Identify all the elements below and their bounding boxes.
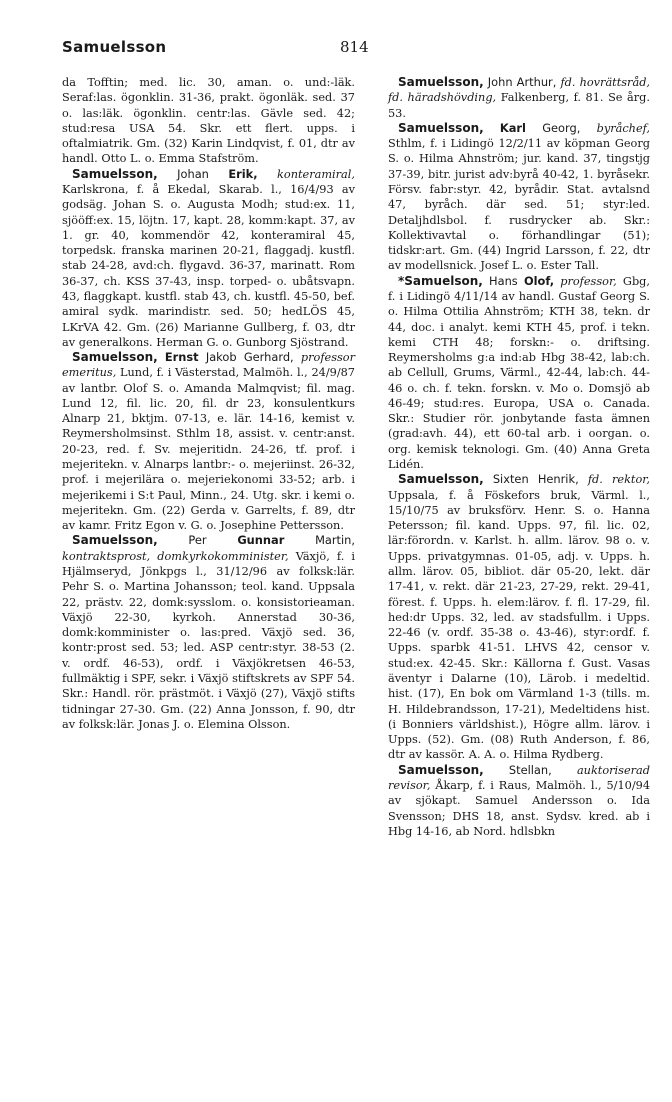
entry-primary-name: Erik, [228, 166, 258, 181]
entry-gunnar [62, 533, 355, 732]
entry-surname: Samuelsson, [398, 120, 484, 135]
entry-text: Växjö, f. i Hjälmseryd, Jönkpgs l., 31/12/96 av folksk:lär. Pehr S. o. Martina Johansson; teol. kand. Uppsala 22, prästv. 22, domk:sysslom. o. konsistorieaman. Växjö 22-30, kyrkoh. Annerstad 30-36, domk:komminister o. las:pred. Växjö sed. 36, kontr:prost sed. 53; led. ASP centr:styr. 38-53 (2. v. ordf. 46-53), ordf. i Växjökretsen 46-53, fullmäktig i SPF, sekr. i Växjö stiftskrets av SPF 54. Skr.: Handl. rör. prästmöt. i Växjö (27), Växjö stifts tidningar 27-30. Gm. (22) Anna Jonsson, f. 90, dtr av folksk:lär. Jonas J. o. Elemina Olsson. [62, 549, 355, 731]
header-surname: Samuelsson [62, 38, 167, 56]
entry-given-name: Johan [177, 166, 209, 181]
entry-title: auktoriserad revisor, [388, 763, 650, 792]
entry-text: Gbg, f. i Lidingö 4/11/14 av handl. Gustaf Georg S. o. Hilma Ottilia Ahnström; KTH 38, tekn. dr 44, doc. i analyt. kemi KTH 45, prof. i tekn. kemi CTH 48; forskn:- o. driftsing. Reymersholms g:a ind:ab Hbg 38-42, lab:ch. ab Cellull, Grums, Värml., 42-44, lab:ch. 44-46 o. ch. f. tekn. forskn. v. Mo o. Domsjö ab 46-49; stud:res. Europa, USA o. Canada. Skr.: Studier rör. jonbytande fasta ämnen (grad:avh. 44), ett 60-tal arb. i oorgan. o. org. kemisk teknologi. Gm. (40) Anna Greta Lidén. [388, 274, 651, 472]
entry-olof [388, 274, 650, 473]
entry-primary-name: Ernst [164, 350, 199, 365]
entry-title: fd. hovrättsråd, fd. häradshövding, [388, 76, 651, 105]
entry-given-name: Per [188, 533, 207, 548]
entry-surname: Samuelsson, [398, 472, 484, 487]
entry-ernst [62, 350, 355, 533]
entry-title: professor emeritus, [62, 351, 355, 380]
entry-surname: Samuelsson, [398, 762, 484, 777]
entry-surname: Samuelsson, [72, 533, 158, 548]
entry-text: Karlskrona, f. å Ekedal, Skarab. l., 16/4/93 av godsäg. Johan S. o. Augusta Modh; stud:ex. 11, sjööff:ex. 15, löjtn. 17, kapt. 28, komm:kapt. 37, av 1. gr. 40, kommendör 42, konteramiral 45, torpedsk. franska marinen 20-21, flaggadj. kustfl. stab 24-28, avd:ch. flygavd. 36-37, marinatt. Rom 36-37, ch. KSS 37-43, insp. torped- o. ubåtsvapn. 43, flaggkapt. kustfl. stab 43, ch. kustfl. 45-50, bef. amiral sydk. marindistr. sed. 50; hedLÖS 45, LKrVA 42. Gm. (26) Marianne Gullberg, f. 03, dtr av generalkons. Herman G. o. Gunborg Sjöstrand. [62, 182, 355, 349]
right-column [388, 75, 650, 839]
entry-given-name: Jakob Gerhard, [205, 350, 294, 365]
entry-text: Lund, f. i Västerstad, Malmöh. l., 24/9/87 av lantbr. Olof S. o. Amanda Malmqvist; fil. mag. Lund 12, fil. lic. 20, fil. dr 23, konsulentkurs Alnarp 21, bktjm. 07-13, e. lär. 14-16, kemist v. Reymersholmsinst. Sthlm 18, assist. v. centr:anst. 20-23, red. f. Sv. mejeritidn. 24-26, tf. prof. i mejeritekn. v. Alnarps lantbr:- o. mejeriinst. 26-32, prof. i mejerilära o. mejeriekonomi 33-52; arb. i mejerikemi i S:t Paul, Minn., 24. Utg. skr. i kemi o. mejeritekn. Gm. (22) Gerda v. Garrelts, f. 89, dtr av kamr. Fritz Egon v. G. o. Josephine Pettersson. [62, 366, 355, 533]
entry-primary-name: Olof, [523, 273, 555, 288]
left-column [62, 75, 355, 732]
entry-text: da Tofftin; med. lic. 30, aman. o. und:-läk. Seraf:las. ögonklin. 31-36, prakt. ögonläk. sed. 37 o. las:läk. ögonklin. centr:las. Gävle sed. 42; stud:resa USA 54. Skr. ett flert. upps. i oftalmiatrik. Gm. (32) Karin Lindqvist, f. 01, dtr av handl. Otto L. o. Emma Stafström. [62, 76, 355, 166]
entry-given-name: John Arthur, [487, 75, 557, 89]
entry-given-name: Georg, [542, 120, 581, 135]
entry-text: Falkenberg, f. 81. Se årg. 53. [388, 91, 651, 120]
entry-surname: Samuelsson, [72, 350, 158, 365]
entry-given-name-after: Martin, [315, 533, 356, 548]
entry-given-name: Hans [489, 273, 518, 288]
running-header [62, 38, 632, 62]
entry-given-name: Sixten Henrik, [492, 472, 579, 487]
entry-continuation [62, 75, 355, 167]
entry-title: byråchef, [596, 121, 651, 135]
entry-given-name: Stellan, [508, 762, 552, 777]
entry-karl [388, 121, 650, 274]
entry-primary-name: Karl [499, 120, 526, 135]
entry-title: fd. rektor, [587, 473, 651, 487]
entry-title: professor, [560, 274, 617, 288]
entry-stellan [388, 763, 650, 839]
entry-text: Sthlm, f. i Lidingö 12/2/11 av köpman Georg S. o. Hilma Ahnström; jur. kand. 37, tingstjg 37-39, bitr. jurist adv:byrå 40-42, 1. byråsekr. Försv. fabr:styr. 42, byrådir. Stat. avtalsnd 47, byråch. där sed. 51; styr:led. Detaljhdlsbol. f. rusdrycker ab. Skr.: Kollektivavtal o. förhandlingar (51); tidskr:art. Gm. (44) Ingrid Larsson, f. 22, dtr av modellsnick. Josef L. o. Ester Tall. [388, 137, 650, 273]
entry-surname: Samuelsson, [72, 166, 158, 181]
entry-text: Åkarp, f. i Raus, Malmöh. l., 5/10/94 av sjökapt. Samuel Andersson o. Ida Svensson; DHS 18, anst. Sydsv. kred. ab i Hbg 14-16, ab Nord. hdlsbkn [388, 778, 651, 838]
entry-sixten [388, 472, 650, 762]
entry-primary-name: Gunnar [237, 533, 285, 548]
entry-john [388, 75, 650, 121]
entry-johan-erik [62, 167, 355, 350]
entry-surname: *Samuelson, [398, 273, 483, 288]
entry-title: kontraktsprost, domkyrkokomminister, [62, 549, 289, 563]
entry-surname: Samuelsson, [398, 75, 484, 89]
entry-text: Uppsala, f. å Föskefors bruk, Värml. l., 15/10/75 av bruksförv. Henr. S. o. Hanna Petersson; fil. kand. Upps. 97, fil. lic. 02, lär:förordn. v. Karlst. h. allm. lärov. 98 o. v. Upps. privatgymnas. 01-05, adj. v. Upps. h. allm. lärov. 05, bibliot. där 05-20, lekt. där 17-41, v. rekt. där 21-23, 27-29, rekt. 29-41, förest. f. Upps. h. elem:lärov. f. fl. 17-29, fil. hed:dr Upps. 32, led. av stadsfullm. i Upps. 22-46 (v. ordf. 35-38 o. 43-46), styr:ordf. f. Upps. sparbk 41-51. LHVS 42, censor v. stud:ex. 42-45. Skr.: Källorna f. Gust. Vasas äventyr i Dalarne (10), Lärob. i medeltid. hist. (17), En bok om Värmland 1-3 (tills. m. H. Hildebrandsson, 17-21), Medeltidens hist. (i Bonniers världshist.), Högre allm. lärov. i Upps. (52). Gm. (08) Ruth Anderson, f. 86, dtr av kassör. A. A. o. Hilma Rydberg. [388, 488, 650, 762]
entry-title: konteramiral, [277, 167, 355, 181]
page-number: 814 [340, 38, 369, 56]
